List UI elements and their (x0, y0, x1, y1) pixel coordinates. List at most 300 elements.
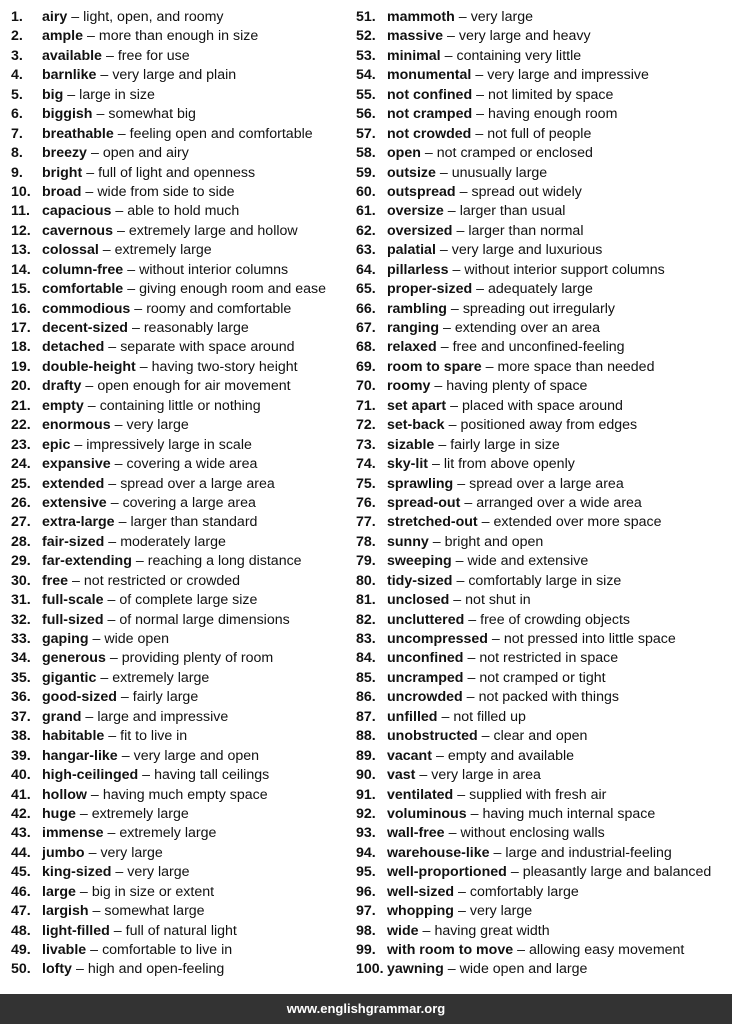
item-separator: – (448, 825, 457, 842)
item-word: hangar-like (42, 747, 118, 764)
item-number: 83. (356, 631, 376, 647)
item-number: 16. (11, 300, 31, 317)
item-word: decent-sized (42, 320, 128, 336)
list-item (11, 688, 356, 707)
item-definition: bright and open (444, 533, 544, 550)
list-item (11, 513, 356, 532)
item-word: minimal (387, 47, 441, 64)
list-item (356, 125, 728, 144)
item-number: 24. (11, 456, 31, 473)
list-item (11, 455, 356, 474)
list-item (11, 164, 356, 183)
list-item (356, 436, 728, 455)
item-word: spread-out (387, 494, 461, 511)
item-definition: very large (126, 417, 189, 434)
item-definition: free of crowding objects (480, 611, 630, 628)
list-item (356, 727, 728, 746)
list-item (11, 630, 356, 649)
list-item (356, 338, 728, 357)
item-word: grand (42, 708, 82, 725)
list-item (11, 572, 356, 591)
item-separator: – (455, 553, 464, 570)
item-separator: – (470, 805, 479, 822)
item-number: 40. (11, 767, 31, 784)
list-item (11, 747, 356, 766)
list-item (356, 902, 728, 921)
item-separator: – (468, 611, 477, 628)
item-definition: big in size or extent (91, 883, 215, 900)
list-item (11, 922, 356, 941)
item-separator: – (452, 261, 461, 278)
item-word: far-extending (42, 553, 132, 570)
item-definition: extremely large (119, 825, 217, 842)
word-list (0, 8, 732, 988)
item-separator: – (85, 378, 94, 395)
item-number: 28. (11, 533, 31, 550)
list-item (356, 183, 728, 202)
item-definition: moderately large (120, 533, 226, 550)
item-definition: reaching a long distance (147, 553, 302, 570)
item-word: vast (387, 767, 416, 784)
list-item (356, 922, 728, 941)
item-word: unfilled (387, 708, 438, 725)
item-number: 49. (11, 942, 31, 958)
list-item (11, 960, 356, 979)
item-definition: spread over a large area (469, 475, 624, 492)
item-number: 45. (11, 864, 31, 881)
item-definition: allowing easy movement (529, 942, 685, 958)
item-separator: – (90, 786, 99, 803)
item-number: 63. (356, 242, 376, 259)
list-item (11, 611, 356, 630)
item-separator: – (450, 300, 459, 317)
item-separator: – (107, 611, 116, 628)
item-word: uncluttered (387, 611, 465, 628)
item-separator: – (476, 106, 485, 123)
item-word: mammoth (387, 9, 455, 25)
item-separator: – (457, 786, 466, 803)
list-item (11, 261, 356, 280)
item-word: extra-large (42, 514, 115, 531)
item-separator: – (447, 961, 456, 978)
item-separator: – (142, 767, 151, 784)
item-definition: not cramped or enclosed (436, 145, 593, 162)
list-item (11, 358, 356, 377)
item-definition: not restricted in space (479, 650, 619, 667)
item-definition: lit from above openly (443, 456, 575, 473)
item-word: rambling (387, 300, 447, 317)
list-item (356, 552, 728, 571)
list-item (356, 611, 728, 630)
item-separator: – (510, 864, 519, 881)
list-item (356, 416, 728, 435)
item-definition: covering a large area (122, 494, 256, 511)
item-word: room to spare (387, 358, 482, 375)
list-item (356, 105, 728, 124)
item-separator: – (456, 572, 465, 589)
item-definition: not pressed into little space (503, 631, 676, 647)
item-definition: having much empty space (102, 786, 268, 803)
item-separator: – (441, 708, 450, 725)
item-word: well-proportioned (387, 864, 507, 881)
item-definition: adequately large (488, 281, 593, 298)
item-separator: – (422, 922, 431, 939)
item-definition: clear and open (493, 728, 588, 745)
item-word: oversized (387, 222, 453, 239)
item-definition: having plenty of space (446, 378, 588, 395)
item-word: not crowded (387, 125, 472, 142)
item-separator: – (117, 125, 126, 142)
item-separator: – (107, 592, 116, 609)
list-item (11, 144, 356, 163)
list-item (356, 300, 728, 319)
item-definition: wide and extensive (467, 553, 589, 570)
item-definition: spread out widely (471, 183, 582, 200)
item-separator: – (87, 397, 96, 414)
list-item (11, 649, 356, 668)
item-word: enormous (42, 417, 111, 434)
item-number: 5. (11, 86, 23, 103)
item-number: 3. (11, 47, 23, 64)
item-definition: not restricted or crowded (83, 572, 241, 589)
item-separator: – (118, 514, 127, 531)
item-word: double-height (42, 358, 136, 375)
list-item (11, 552, 356, 571)
list-item (356, 455, 728, 474)
list-item (11, 300, 356, 319)
item-word: ample (42, 28, 84, 45)
item-separator: – (443, 320, 451, 336)
item-number: 57. (356, 125, 376, 142)
item-separator: – (440, 339, 449, 356)
item-definition: not filled up (453, 708, 526, 725)
item-word: roomy (387, 378, 431, 395)
list-item (11, 708, 356, 727)
item-definition: fit to live in (120, 728, 188, 745)
item-word: gaping (42, 631, 89, 647)
item-definition: open enough for air movement (97, 378, 291, 395)
item-number: 88. (356, 728, 376, 745)
item-number: 97. (356, 903, 376, 920)
list-item (356, 66, 728, 85)
item-definition: containing little or nothing (99, 397, 261, 414)
item-number: 87. (356, 708, 376, 725)
item-definition: comfortably large in size (468, 572, 622, 589)
item-number: 15. (11, 281, 31, 298)
item-word: light-filled (42, 922, 110, 939)
item-separator: – (79, 805, 88, 822)
item-definition: extremely large (91, 805, 189, 822)
item-number: 47. (11, 903, 31, 920)
list-item (11, 941, 356, 960)
item-separator: – (71, 9, 80, 25)
item-number: 20. (11, 378, 31, 395)
item-definition: full of natural light (125, 922, 237, 939)
footer-website[interactable]: www.englishgrammar.org (286, 1001, 446, 1016)
item-number: 21. (11, 397, 31, 414)
item-separator: – (110, 494, 119, 511)
item-definition: not cramped or tight (479, 669, 606, 686)
item-word: extended (42, 475, 105, 492)
list-item (356, 47, 728, 66)
item-definition: of complete large size (119, 592, 258, 609)
item-definition: large and industrial-feeling (505, 844, 672, 861)
item-word: comfortable (42, 281, 124, 298)
item-separator: – (85, 183, 94, 200)
item-definition: comfortably large (469, 883, 579, 900)
item-word: outspread (387, 183, 456, 200)
item-word: immense (42, 825, 104, 842)
list-item (356, 86, 728, 105)
item-definition: covering a wide area (126, 456, 258, 473)
list-item (356, 280, 728, 299)
item-separator: – (458, 883, 466, 900)
item-word: voluminous (387, 805, 467, 822)
item-definition: large in size (79, 86, 155, 103)
list-item (356, 494, 728, 513)
list-item (356, 708, 728, 727)
item-separator: – (467, 650, 476, 667)
item-number: 31. (11, 592, 31, 609)
item-number: 59. (356, 164, 376, 181)
list-item (11, 8, 356, 27)
list-item (356, 844, 728, 863)
item-word: set apart (387, 397, 447, 414)
item-word: sky-lit (387, 456, 429, 473)
item-number: 34. (11, 650, 31, 667)
item-word: sunny (387, 533, 429, 550)
item-separator: – (448, 417, 457, 434)
item-word: not confined (387, 86, 473, 103)
item-separator: – (457, 903, 466, 920)
item-separator: – (432, 533, 441, 550)
list-item (11, 338, 356, 357)
item-number: 69. (356, 358, 376, 375)
list-item (356, 27, 728, 46)
item-separator: – (135, 553, 144, 570)
item-definition: very large (470, 9, 533, 25)
item-definition: larger than usual (459, 203, 566, 220)
item-number: 95. (356, 864, 376, 881)
item-separator: – (74, 436, 83, 453)
item-separator: – (108, 339, 117, 356)
list-item (356, 805, 728, 824)
item-number: 61. (356, 203, 376, 220)
item-number: 92. (356, 805, 376, 822)
item-definition: without interior columns (139, 261, 289, 278)
item-definition: large and impressive (97, 708, 229, 725)
item-definition: spreading out irregularly (462, 300, 616, 317)
item-word: whopping (387, 903, 454, 920)
item-definition: having tall ceilings (154, 767, 270, 784)
item-definition: somewhat large (104, 903, 205, 920)
item-word: vacant (387, 747, 432, 764)
item-separator: – (114, 417, 123, 434)
list-item (356, 688, 728, 707)
item-word: habitable (42, 728, 105, 745)
item-definition: very large and luxurious (451, 242, 603, 259)
item-separator: – (88, 844, 97, 861)
item-separator: – (466, 689, 475, 706)
item-definition: separate with space around (120, 339, 295, 356)
item-separator: – (87, 28, 95, 45)
list-item (356, 883, 728, 902)
item-definition: containing very little (456, 47, 582, 64)
item-definition: spread over a large area (120, 475, 275, 492)
item-number: 79. (356, 553, 376, 570)
item-number: 52. (356, 28, 376, 45)
list-item (11, 125, 356, 144)
list-item (11, 863, 356, 882)
word-list-left-column (11, 8, 356, 980)
item-definition: extended over more space (493, 514, 662, 531)
item-word: cavernous (42, 222, 113, 239)
item-separator: – (79, 883, 88, 900)
item-separator: – (434, 378, 443, 395)
item-separator: – (491, 631, 500, 647)
item-separator: – (102, 242, 111, 259)
item-definition: not shut in (465, 592, 531, 609)
list-item (356, 397, 728, 416)
list-item (356, 591, 728, 610)
item-number: 76. (356, 494, 376, 511)
item-word: expansive (42, 456, 111, 473)
item-separator: – (134, 300, 143, 317)
item-word: livable (42, 942, 87, 958)
item-separator: – (467, 669, 476, 686)
item-word: warehouse-like (387, 844, 490, 861)
item-definition: without enclosing walls (460, 825, 605, 842)
item-separator: – (485, 358, 494, 375)
list-item (356, 261, 728, 280)
item-separator: – (481, 728, 490, 745)
item-definition: impressively large in scale (86, 436, 252, 453)
item-number: 22. (11, 417, 31, 434)
list-item (356, 8, 728, 27)
list-item (11, 494, 356, 513)
item-number: 30. (11, 572, 31, 589)
item-separator: – (476, 86, 485, 103)
item-number: 85. (356, 669, 376, 686)
item-number: 1. (11, 9, 23, 25)
item-separator: – (115, 864, 124, 881)
item-definition: having two-story height (151, 358, 298, 375)
item-word: not cramped (387, 106, 473, 123)
item-word: colossal (42, 242, 99, 259)
item-number: 65. (356, 281, 376, 298)
item-number: 32. (11, 611, 31, 628)
item-number: 72. (356, 417, 376, 434)
item-word: open (387, 145, 421, 162)
item-word: yawning (387, 961, 444, 978)
item-definition: fairly large in size (450, 436, 560, 453)
item-word: largish (42, 903, 89, 920)
item-number: 44. (11, 844, 31, 861)
item-separator: – (476, 281, 485, 298)
item-definition: placed with space around (462, 397, 623, 414)
item-separator: – (475, 125, 484, 142)
list-item (11, 533, 356, 552)
list-item (11, 883, 356, 902)
list-item (356, 941, 728, 960)
item-separator: – (456, 222, 465, 239)
item-separator: – (139, 358, 148, 375)
item-number: 68. (356, 339, 376, 356)
item-word: ranging (387, 320, 440, 336)
item-word: tidy-sized (387, 572, 453, 589)
item-word: breathable (42, 125, 114, 142)
item-separator: – (75, 961, 84, 978)
item-definition: arranged over a wide area (476, 494, 642, 511)
item-definition: positioned away from edges (460, 417, 638, 434)
item-word: hollow (42, 786, 87, 803)
item-number: 9. (11, 164, 23, 181)
item-definition: having great width (434, 922, 550, 939)
list-item (11, 436, 356, 455)
item-separator: – (100, 67, 109, 84)
item-number: 29. (11, 553, 31, 570)
item-number: 93. (356, 825, 376, 842)
item-word: uncompressed (387, 631, 488, 647)
item-number: 90. (356, 767, 376, 784)
item-definition: providing plenty of room (121, 650, 274, 667)
list-item (11, 280, 356, 299)
item-separator: – (432, 456, 440, 473)
item-number: 38. (11, 728, 31, 745)
item-separator: – (439, 164, 448, 181)
item-number: 26. (11, 494, 31, 511)
item-word: high-ceilinged (42, 767, 139, 784)
list-item (356, 630, 728, 649)
item-word: gigantic (42, 669, 97, 686)
item-definition: very large and plain (112, 67, 237, 84)
item-number: 54. (356, 67, 376, 84)
item-definition: free and unconfined-feeling (452, 339, 625, 356)
list-item (356, 669, 728, 688)
item-number: 96. (356, 883, 376, 900)
item-definition: unusually large (451, 164, 548, 181)
item-number: 8. (11, 145, 23, 162)
item-word: airy (42, 9, 68, 25)
item-number: 46. (11, 883, 31, 900)
item-separator: – (116, 222, 125, 239)
item-number: 42. (11, 805, 31, 822)
item-definition: full of light and openness (98, 164, 256, 181)
list-item (11, 727, 356, 746)
list-item (356, 960, 728, 979)
item-separator: – (453, 592, 462, 609)
item-separator: – (424, 145, 433, 162)
list-item (11, 319, 356, 338)
list-item (356, 202, 728, 221)
list-item (356, 824, 728, 843)
item-number: 70. (356, 378, 376, 395)
item-definition: having much internal space (482, 805, 656, 822)
list-item (11, 86, 356, 105)
item-separator: – (419, 767, 428, 784)
item-separator: – (85, 708, 94, 725)
list-item (11, 475, 356, 494)
list-item (11, 47, 356, 66)
list-item (11, 844, 356, 863)
item-number: 71. (356, 397, 376, 414)
item-separator: – (108, 533, 117, 550)
item-word: set-back (387, 417, 445, 434)
item-number: 36. (11, 689, 31, 706)
footer-bar (0, 994, 732, 1024)
item-separator: – (493, 844, 502, 861)
item-separator: – (109, 650, 118, 667)
